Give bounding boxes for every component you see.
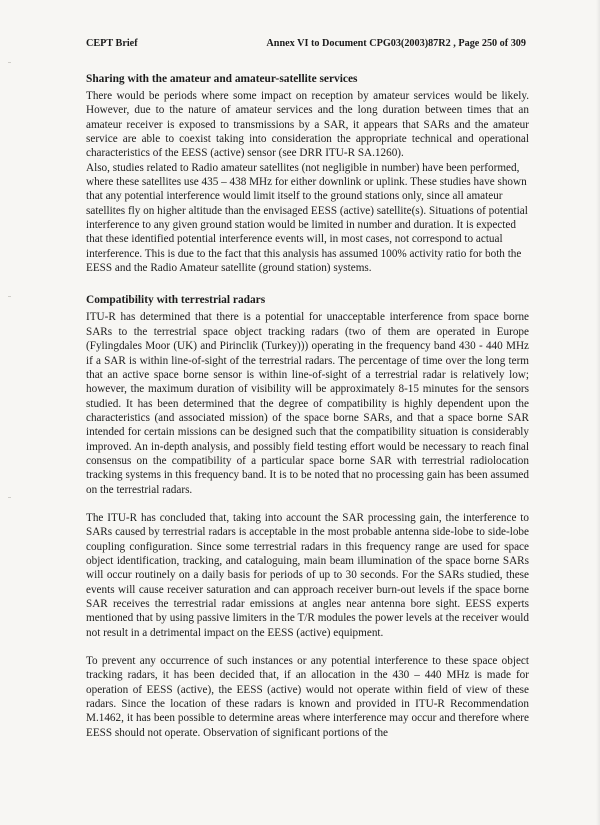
paragraph-radars-potential: ITU-R has determined that there is a potential for unacceptable interference from space borne SARs to the terrestrial space object tracking radars (two of them are operated in Europe (Fylingdales Moor (UK) and Pirinclik (Turkey))) operating in the frequency band 430 - 440 MHz if a SAR is within line-of-sight of the terrestrial radars. The percentage of time over the long term that an active space borne sensor is within line-of-sight of a terrestrial radar is relatively low; however, the maximum duration of visibility will be approximately 8-15 minutes for the sensors studied. It has been determined that the degree of compatibility is highly dependent upon the characteristics (and associated mission) of the space borne SARs, and that a space borne SAR intended for certain missions can be designed such that the compatibility situation is considerably improved. An in-depth analysis, and possibly field testing effort would be necessary to reach final consensus on the compatibility of a particular space borne SAR with terrestrial radiolocation tracking systems in this frequency band. It is to be noted that no processing gain has been assumed on the terrestrial radars. bbox=[86, 311, 529, 496]
header-right: Annex VI to Document CPG03(2003)87R2 , Page 250 of 309 bbox=[266, 38, 526, 49]
paragraph-amateur-satellites: Also, studies related to Radio amateur satellites (not negligible in number) have been performed, where these satellites use 435 – 438 MHz for either downlink or uplink. These studies have shown that any potential interference would limit itself to the ground stations only, since all amateur satellites fly on higher altitude than the envisaged EESS (active) satellite(s). Situations of potential interference to any given ground station would be limited in number and duration. It is expected that these identified potential interference events will, in most cases, not correspond to actual interference. This is due to the fact that this analysis has assumed 100% activity ratio for both the EESS and the Radio Amateur satellite (ground station) systems. bbox=[86, 161, 528, 275]
document-body bbox=[86, 72, 529, 740]
scan-edge-mark bbox=[8, 296, 11, 297]
paragraph-radars-conclusion: The ITU-R has concluded that, taking into account the SAR processing gain, the interference to SARs caused by terrestrial radars is acceptable in the most probable antenna side-lobe to side-lobe coupling configuration. Since some terrestrial radars in this frequency range are used for space object identification, tracking, and cataloguing, main beam illumination of the space borne SARs will occur routinely on a daily basis for periods of up to 30 seconds. For the SARs studied, these events will cause receiver saturation and can approach receiver burn-out levels if the space borne SAR receives the terrestrial radar emissions at angles near antenna bore sight. EESS experts mentioned that by using passive limiters in the T/R modules the power levels at the receiver would not result in a detrimental impact on the EESS (active) equipment. bbox=[86, 511, 529, 639]
section-heading-radars: Compatibility with terrestrial radars bbox=[86, 294, 266, 307]
scan-edge-mark bbox=[8, 62, 11, 63]
scan-edge-mark bbox=[8, 497, 11, 498]
paragraph-radars-prevention: To prevent any occurrence of such instances or any potential interference to these space object tracking radars, it has been decided that, if an allocation in the 430 – 440 MHz is made for operation of EESS (active), the EESS (active) would not operate within field of view of these radars. Since the location of these radars is known and provided in ITU-R Recommendation M.1462, it has been possible to determine areas where interference may occur and therefore where EESS should not operate. Observation of significant portions of the bbox=[86, 655, 529, 739]
paragraph-amateur-impact: There would be periods where some impact on reception by amateur services would be likely. However, due to the nature of amateur services and the long duration between times that an amateur receiver is exposed to transmissions by a SAR, it appears that SARs and the amateur service are able to coexist taking into consideration the appropriate technical and operational characteristics of the EESS (active) sensor (see DRR ITU-R SA.1260). bbox=[86, 90, 529, 160]
header-left: CEPT Brief bbox=[86, 38, 138, 49]
scan-edge-shadow bbox=[596, 0, 600, 825]
section-heading-amateur: Sharing with the amateur and amateur-satellite services bbox=[86, 73, 358, 85]
